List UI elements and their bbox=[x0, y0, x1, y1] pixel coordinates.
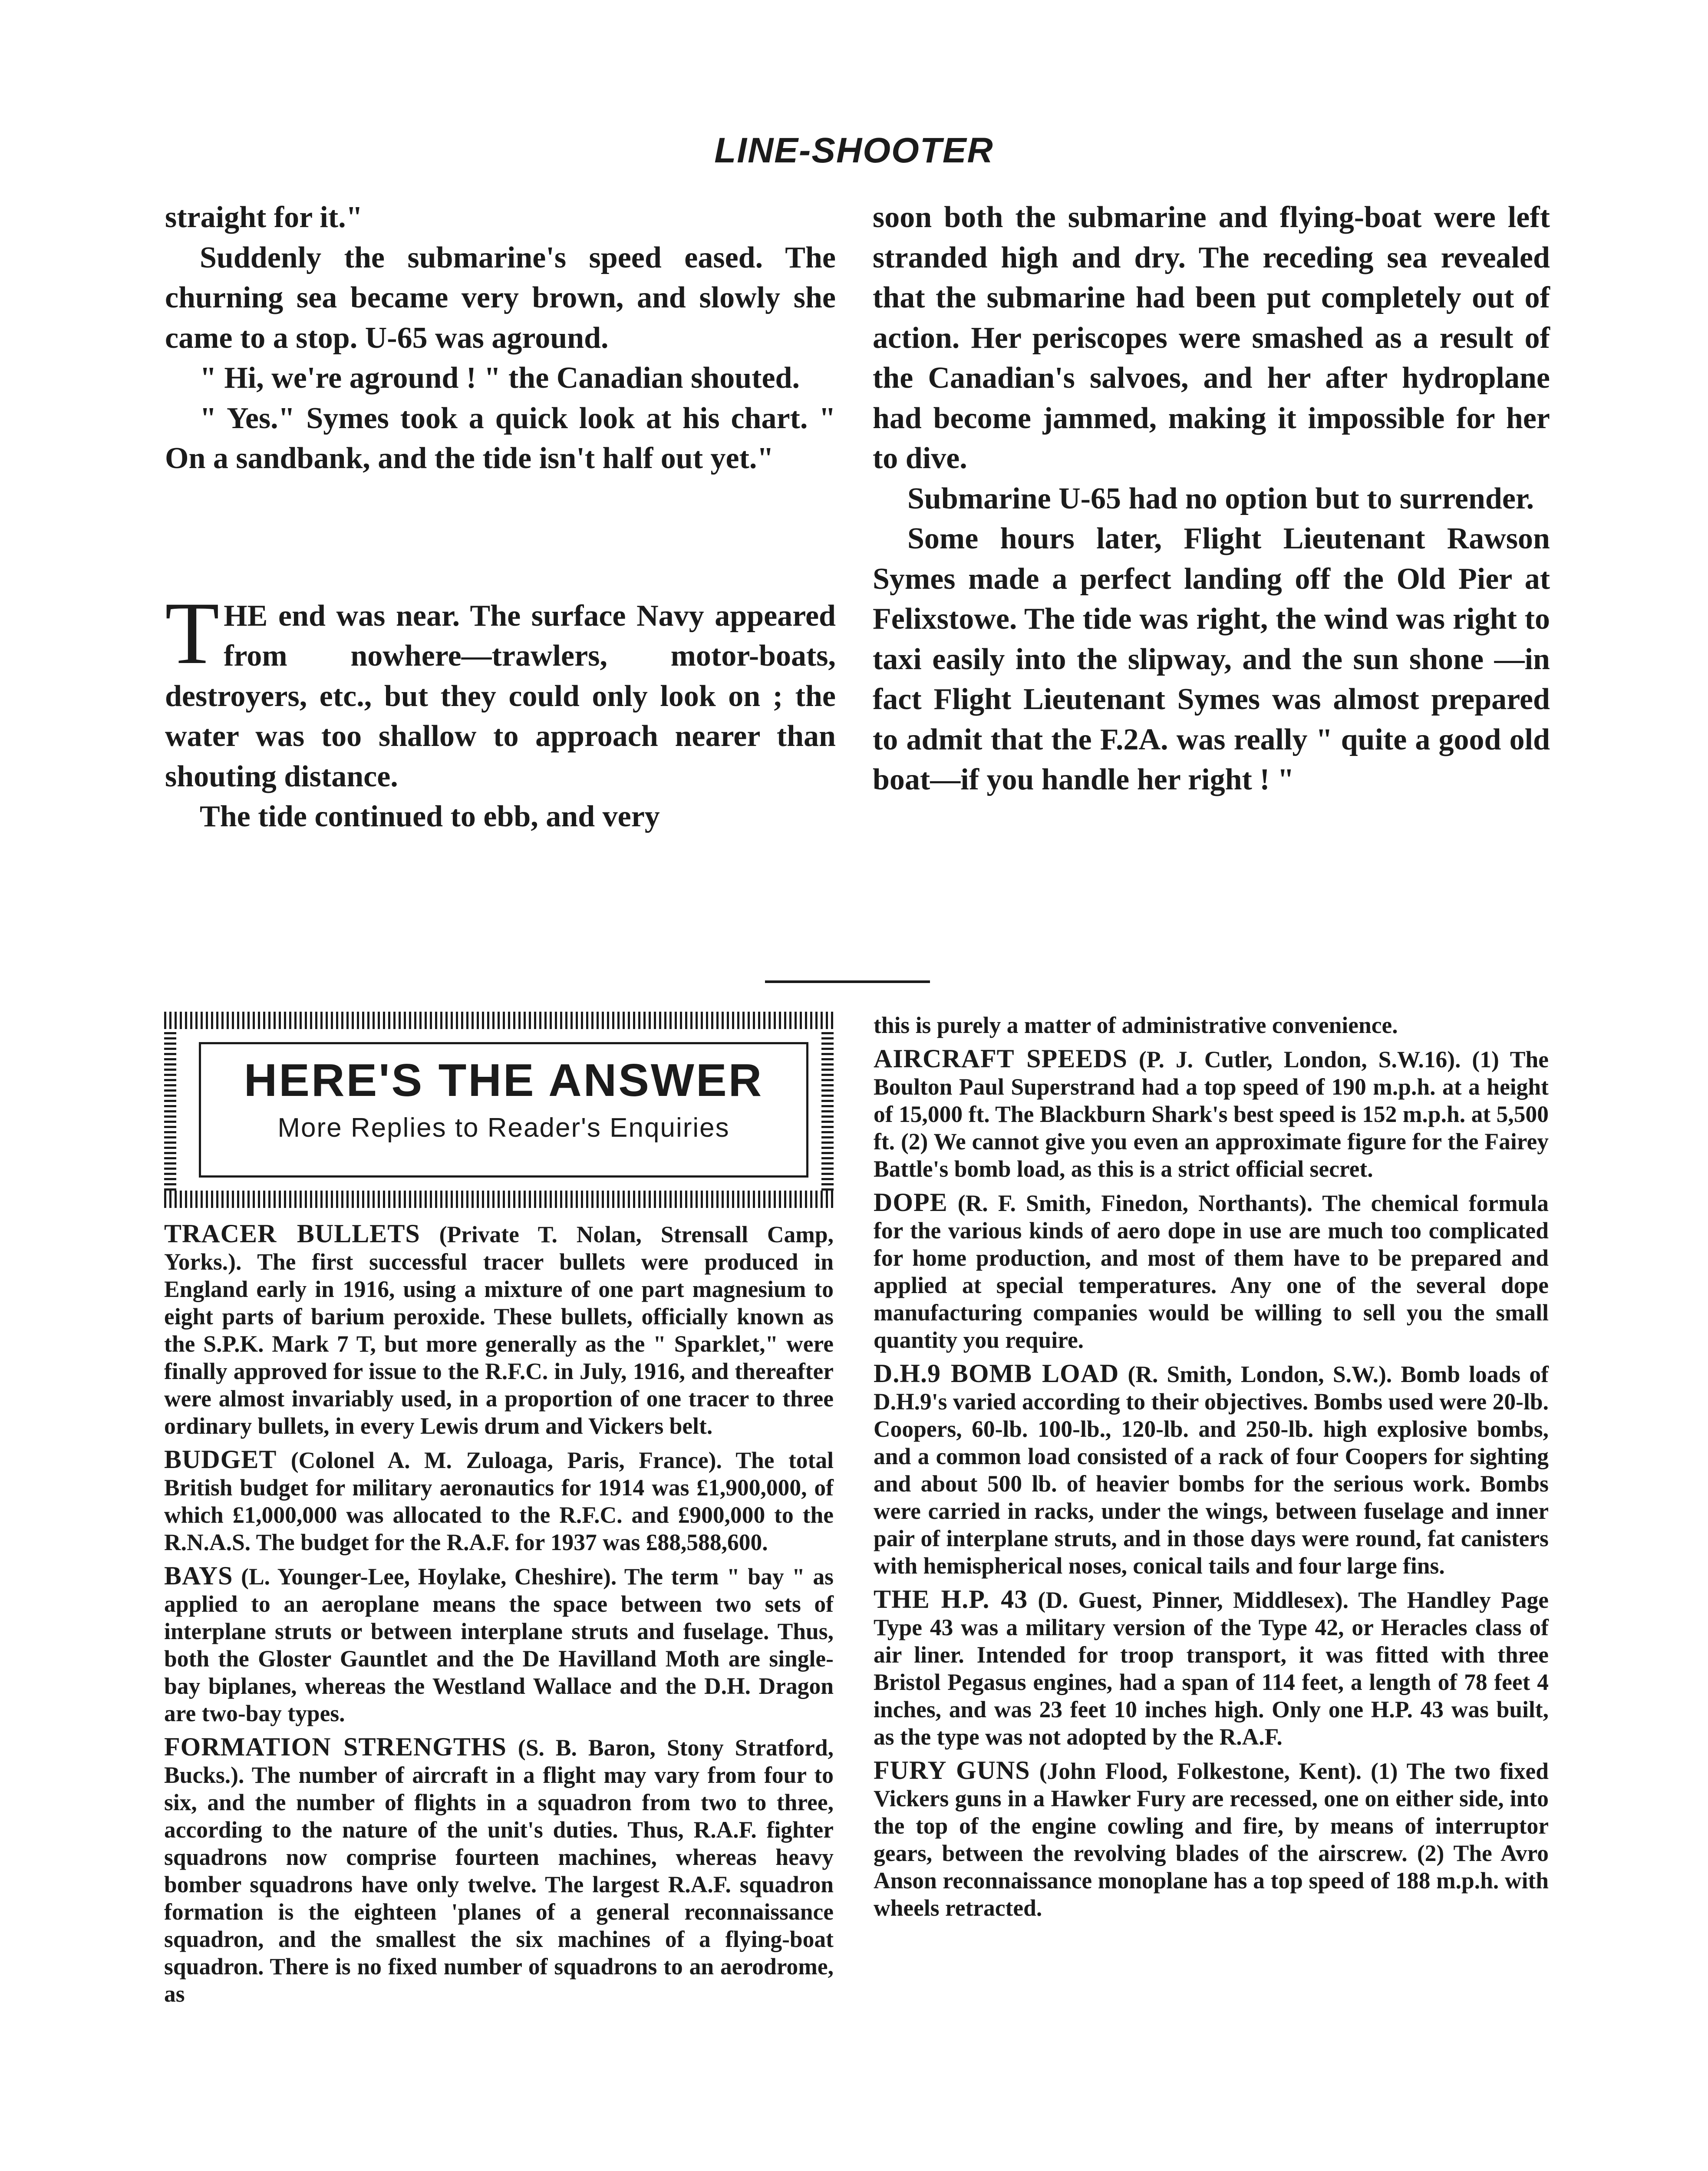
answer-entry-body: (S. B. Baron, Stony Stratford, Bucks.). The number of aircraft in a flight may vary from four to six, and the number of flights in a squadron from two to three, according to the nature of the unit's duties. Thus, R.A.F. fighter squadrons now comprise fourteen machines, whereas heavy bomber squadrons have only twelve. The largest R.A.F. squadron formation is the eighteen 'planes of a general reconnaissance squadron, and the smallest the six machines of a flying-boat squadron. There is no fixed number of squadrons to an aerodrome, as bbox=[164, 1735, 834, 2007]
answer-entry-continued bbox=[874, 1012, 1549, 1039]
answer-entry bbox=[874, 1360, 1549, 1580]
story-paragraph: Submarine U-65 had no option but to surrender. bbox=[907, 482, 1534, 515]
answers-column-left bbox=[164, 1220, 834, 2014]
answer-entry bbox=[874, 1757, 1549, 1922]
answer-entry-heading: TRACER BULLETS bbox=[164, 1219, 420, 1248]
answer-entry-body: (P. J. Cutler, London, S.W.16). (1) The Boulton Paul Superstrand had a top speed of 190 m.p.h. at a height of 15,000 ft. The Blackburn Shark's best speed is 152 m.p.h. at 5,500 ft. (2) We cannot give you even an approximate figure for the Fairey Battle's bomb load, as this is a strict official secret. bbox=[874, 1046, 1549, 1182]
answer-entry-heading: THE H.P. 43 bbox=[874, 1585, 1028, 1613]
answer-entry-body: (D. Guest, Pinner, Middlesex). The Handley Page Type 43 was a military version of the Type 42, or Heracles class of air liner. Intended for troop transport, it was fitted with three Bristol Pegasus engines, had a span of 114 feet, a length of 78 feet 4 inches, and was 23 feet 10 inches high. Only one H.P. 43 was built, as the type was not adopted by the R.A.F. bbox=[874, 1587, 1549, 1750]
story-column-right bbox=[873, 198, 1550, 957]
story-paragraph: Some hours later, Flight Lieutenant Rawson Symes made a perfect landing off the Old Pier at Felixstowe. The tide was right, the wind was right to taxi easily into the slipway, and the sun shone —in fact Flight Lieutenant Symes was almost prepared to admit that the F.2A. was really " quite a good old boat—if you handle her right ! " bbox=[873, 522, 1550, 796]
answer-entry bbox=[164, 1446, 834, 1556]
section-break bbox=[165, 479, 836, 596]
answer-entry-heading: FURY GUNS bbox=[874, 1756, 1030, 1785]
answer-heading-inner bbox=[199, 1042, 808, 1178]
answer-entry-heading: FORMATION STRENGTHS bbox=[164, 1732, 507, 1761]
answer-entry bbox=[874, 1189, 1549, 1354]
answer-entry-heading: BAYS bbox=[164, 1561, 233, 1590]
answer-entry-heading: AIRCRAFT SPEEDS bbox=[874, 1044, 1128, 1073]
answer-entry bbox=[874, 1586, 1549, 1751]
hatched-border bbox=[164, 1012, 834, 1029]
answer-entry-heading: D.H.9 BOMB LOAD bbox=[874, 1359, 1119, 1388]
answer-entry-heading: BUDGET bbox=[164, 1445, 277, 1474]
story-paragraph: " Yes." Symes took a quick look at his chart. " On a sandbank, and the tide isn't half out yet." bbox=[165, 401, 836, 475]
answer-entry bbox=[164, 1220, 834, 1440]
answers-column-right bbox=[874, 1012, 1549, 1928]
story-paragraph-text: HE end was near. The surface Navy appeared from nowhere—trawlers, motor-boats, destroyers, etc., but they could only look on ; the water was too shallow to approach nearer than shouting distance. bbox=[165, 599, 836, 793]
answer-entry-heading: DOPE bbox=[874, 1188, 948, 1217]
answer-entry-body: (John Flood, Folkestone, Kent). (1) The two fixed Vickers guns in a Hawker Fury are recessed, one on either side, into the top of the engine cowling and fire, by means of interruptor gears, between the revolving blades of the airscrew. (2) The Avro Anson reconnaissance monoplane has a top speed of 188 m.p.h. with wheels retracted. bbox=[874, 1758, 1549, 1921]
answer-entry bbox=[164, 1733, 834, 2008]
answer-entry-body: this is purely a matter of administrative convenience. bbox=[874, 1012, 1398, 1038]
answer-entry-body: (Colonel A. M. Zuloaga, Paris, France). The total British budget for military aeronautics for 1914 was £1,900,000, of which £1,000,000 was allocated to the R.F.C. and £900,000 to the R.N.A.S. The budget for the R.A.F. for 1937 was £88,588,600. bbox=[164, 1447, 834, 1555]
answer-title: HERE'S THE ANSWER bbox=[244, 1055, 764, 1106]
section-divider bbox=[765, 980, 930, 983]
answer-entry-body: (L. Younger-Lee, Hoylake, Cheshire). The term " bay " as applied to an aeroplane means the space between two sets of interplane struts or between interplane struts and fuselage. Thus, both the Gloster Gauntlet and the De Havilland Moth are single-bay biplanes, whereas the Westland Wallace and the D.H. Dragon are two-bay types. bbox=[164, 1564, 834, 1726]
answer-entry bbox=[874, 1045, 1549, 1183]
story-paragraph: straight for it." bbox=[165, 201, 363, 234]
answer-entry-body: (R. F. Smith, Finedon, Northants). The chemical formula for the various kinds of aero dope in use are much too complicated for home production, and most of them have to be prepared and applied at special temperatures. Any one of the several dope manufacturing companies would be willing to sell you the small quantity you require. bbox=[874, 1190, 1549, 1353]
story-paragraph: soon both the submarine and flying-boat were left stranded high and dry. The receding sea revealed that the submarine had been put completely out of action. Her periscopes were smashed as a result of the Canadian's salvoes, and her after hydroplane had become jammed, making it impossible for her to dive. bbox=[873, 201, 1550, 475]
story-column-left bbox=[165, 198, 836, 957]
page-header: LINE-SHOOTER bbox=[714, 131, 994, 170]
story-paragraph-dropcap bbox=[165, 584, 836, 797]
answer-entry-body: (R. Smith, London, S.W.). Bomb loads of D.H.9's varied according to their objectives. Bombs used were 20-lb. Coopers, 60-lb. 100-lb., 120-lb. and 250-lb. high explosive bombs, and a common load consisted of a rack of four Coopers for sighting and about 500 lb. of heavier bombs for the serious work. Bombs were carried in racks, under the wings, between fuselage and inner pair of interplane struts, and in those days were round, fat canisters with hemispherical noses, conical tails and four large fins. bbox=[874, 1361, 1549, 1579]
story-paragraph: " Hi, we're aground ! " the Canadian shouted. bbox=[200, 361, 800, 395]
story-paragraph: Suddenly the submarine's speed eased. The churning sea became very brown, and slowly she came to a stop. U-65 was aground. bbox=[165, 241, 836, 355]
answer-entry bbox=[164, 1562, 834, 1727]
story-paragraph: The tide continued to ebb, and very bbox=[200, 800, 660, 833]
hatched-border bbox=[164, 1191, 834, 1208]
answer-entry-body: (Private T. Nolan, Strensall Camp, Yorks.). The first successful tracer bullets were produced in England early in 1916, using a mixture of one part magnesium to eight parts of barium peroxide. These bullets, officially known as the S.P.K. Mark 7 T, but more generally as the " Sparklet," were finally approved for issue to the R.F.C. in July, 1916, and thereafter were almost invariably used, in a proportion of one tracer to three ordinary bullets, in every Lewis drum and Vickers belt. bbox=[164, 1221, 834, 1439]
hatched-border bbox=[164, 1029, 176, 1191]
answer-heading-box bbox=[164, 1012, 834, 1208]
hatched-border bbox=[821, 1029, 834, 1191]
answer-subtitle: More Replies to Reader's Enquiries bbox=[277, 1113, 730, 1143]
drop-cap: T bbox=[165, 584, 220, 683]
